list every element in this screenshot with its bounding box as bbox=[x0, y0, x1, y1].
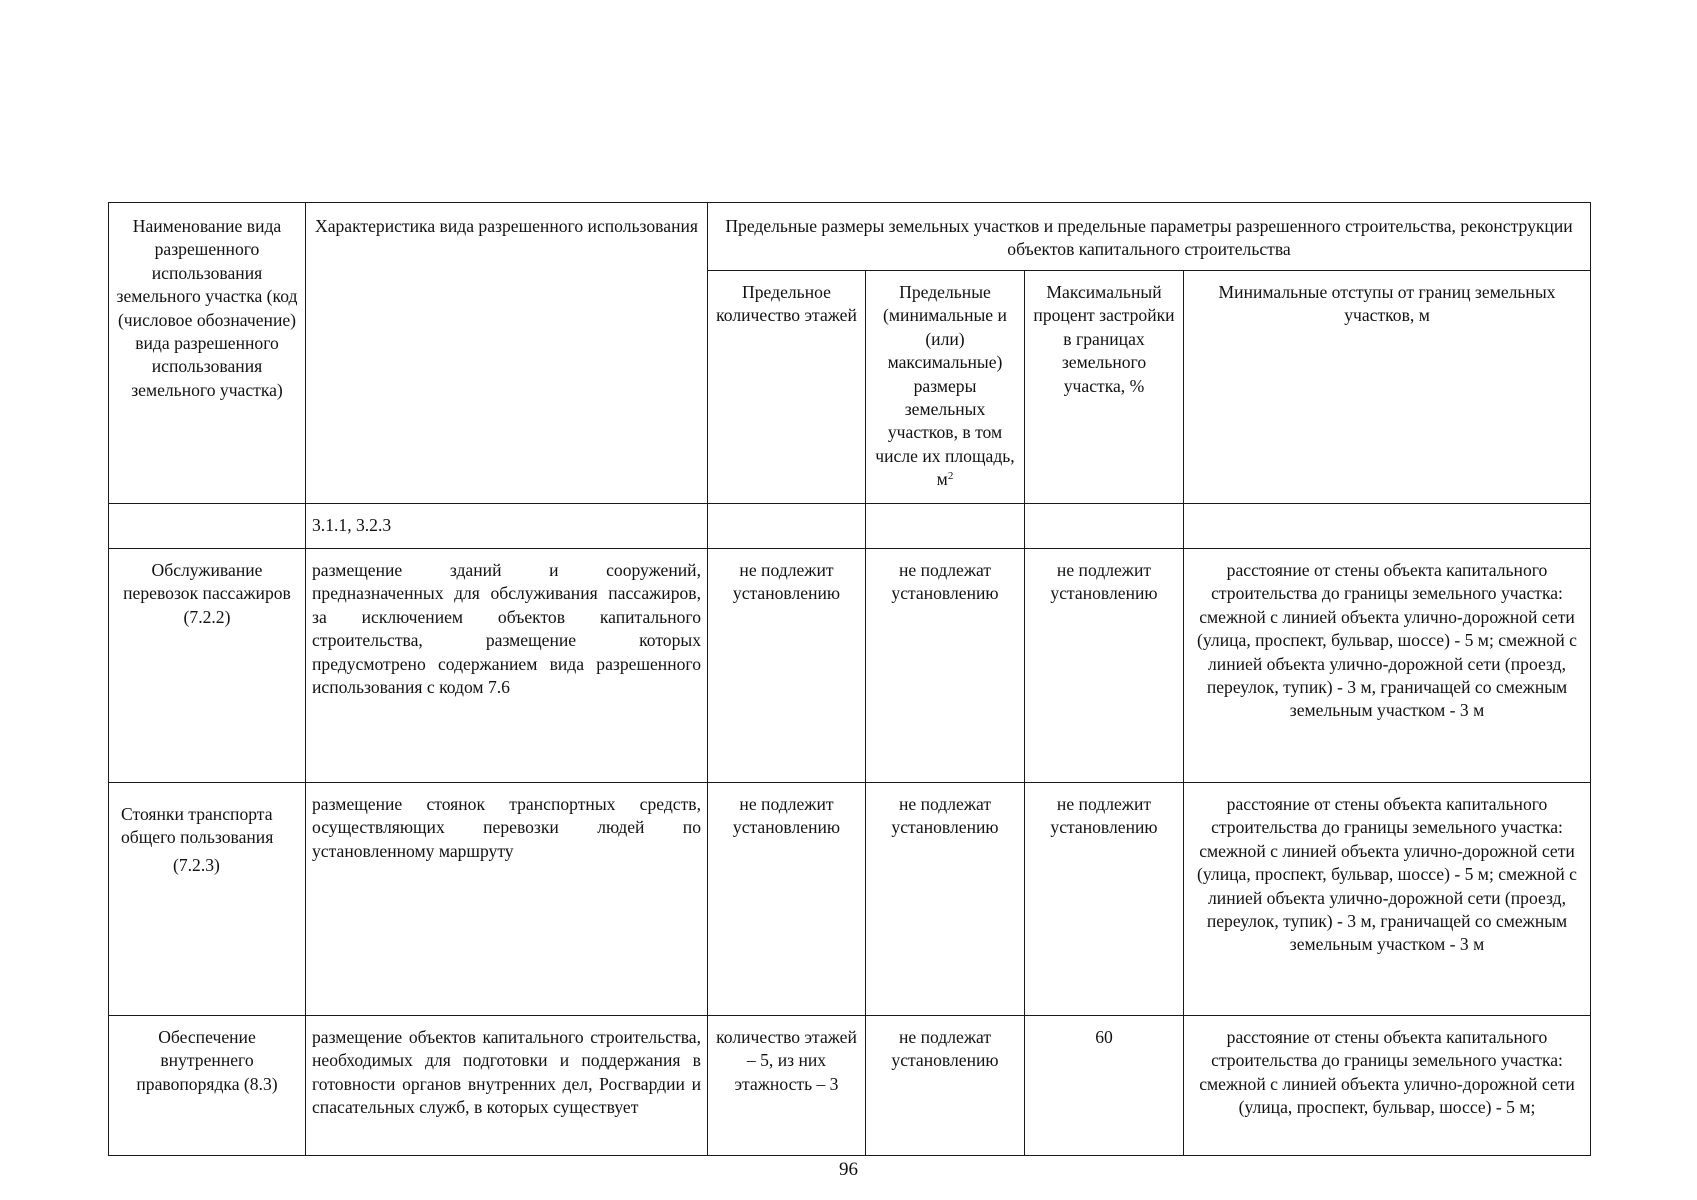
land-use-description: размещение стоянок транспортных средств, осуществляющих перевозки людей по установленному маршруту bbox=[306, 783, 708, 1016]
max-floors-value: не подлежит установлению bbox=[708, 549, 866, 783]
header-max-floors: Предельное количество этажей bbox=[708, 271, 866, 504]
land-use-description: размещение зданий и сооружений, предназначенных для обслуживания пассажиров, за исключением объектов капитального строительства, размещение которых предусмотрено содержанием вида разрешенного использования с кодом 7.6 bbox=[306, 549, 708, 783]
land-use-name: Обеспечение внутреннего правопорядка (8.3) bbox=[109, 1016, 306, 1156]
land-use-name-cell bbox=[109, 783, 306, 1016]
continuation-empty-cell bbox=[866, 504, 1025, 549]
coverage-value: не подлежит установлению bbox=[1025, 549, 1184, 783]
header-max-coverage: Максимальный процент застройки в границах земельного участка, % bbox=[1025, 271, 1184, 504]
header-plot-size-sup: 2 bbox=[947, 470, 954, 483]
continuation-empty-cell bbox=[1025, 504, 1184, 549]
max-floors-value: количество этажей – 5, из них этажность – 3 bbox=[708, 1016, 866, 1156]
header-min-setbacks: Минимальные отступы от границ земельных участков, м bbox=[1184, 271, 1591, 504]
land-use-description: размещение объектов капитального строительства, необходимых для подготовки и поддержания в готовности органов внутренних дел, Росгвардии и спасательных служб, в которых существует bbox=[306, 1016, 708, 1156]
header-plot-size-text: Предельные (минимальные и (или) максимальные) размеры земельных участков, в том числе их площадь, м bbox=[875, 282, 1015, 490]
plot-size-value: не подлежат установлению bbox=[866, 1016, 1025, 1156]
plot-size-value: не подлежат установлению bbox=[866, 783, 1025, 1016]
continuation-row bbox=[109, 504, 1591, 549]
continuation-empty-cell bbox=[109, 504, 306, 549]
land-use-name: Стоянки транспорта общего пользования bbox=[121, 804, 274, 848]
continuation-codes: 3.1.1, 3.2.3 bbox=[306, 504, 708, 549]
continuation-empty-cell bbox=[708, 504, 866, 549]
plot-size-value: не подлежат установлению bbox=[866, 549, 1025, 783]
land-use-code: (7.2.3) bbox=[173, 854, 220, 875]
max-floors-value: не подлежит установлению bbox=[708, 783, 866, 1016]
header-land-use-name: Наименование вида разрешенного использования земельного участка (код (числовое обозначение) вида разрешенного использования земельного участка) bbox=[109, 203, 306, 504]
table-row bbox=[109, 1016, 1591, 1156]
header-plot-size bbox=[866, 271, 1025, 504]
setbacks-value: расстояние от стены объекта капитального строительства до границы земельного участка: смежной с линией объекта улично-дорожной сети (улица, проспект, бульвар, шоссе) - 5 м; bbox=[1184, 1016, 1591, 1156]
setbacks-value: расстояние от стены объекта капитального строительства до границы земельного участка: смежной с линией объекта улично-дорожной сети (улица, проспект, бульвар, шоссе) - 5 м; смежной с линией объекта улично-дорожной сети (проезд, переулок, тупик) - 3 м, граничащей со смежным земельным участком - 3 м bbox=[1184, 783, 1591, 1016]
coverage-value: не подлежит установлению bbox=[1025, 783, 1184, 1016]
continuation-empty-cell bbox=[1184, 504, 1591, 549]
land-use-table bbox=[108, 202, 1591, 1156]
coverage-value: 60 bbox=[1025, 1016, 1184, 1156]
header-limits-group: Предельные размеры земельных участков и предельные параметры разрешенного строительства, реконструкции объектов капитального строительства bbox=[708, 203, 1591, 271]
header-land-use-description: Характеристика вида разрешенного использования bbox=[306, 203, 708, 504]
setbacks-value: расстояние от стены объекта капитального строительства до границы земельного участка: смежной с линией объекта улично-дорожной сети (улица, проспект, бульвар, шоссе) - 5 м; смежной с линией объекта улично-дорожной сети (проезд, переулок, тупик) - 3 м, граничащей со смежным земельным участком - 3 м bbox=[1184, 549, 1591, 783]
table-row bbox=[109, 549, 1591, 783]
table-row bbox=[109, 783, 1591, 1016]
page-number: 96 bbox=[839, 1159, 858, 1180]
land-use-name: Обслуживание перевозок пассажиров (7.2.2) bbox=[109, 549, 306, 783]
header-row-1 bbox=[109, 203, 1591, 271]
